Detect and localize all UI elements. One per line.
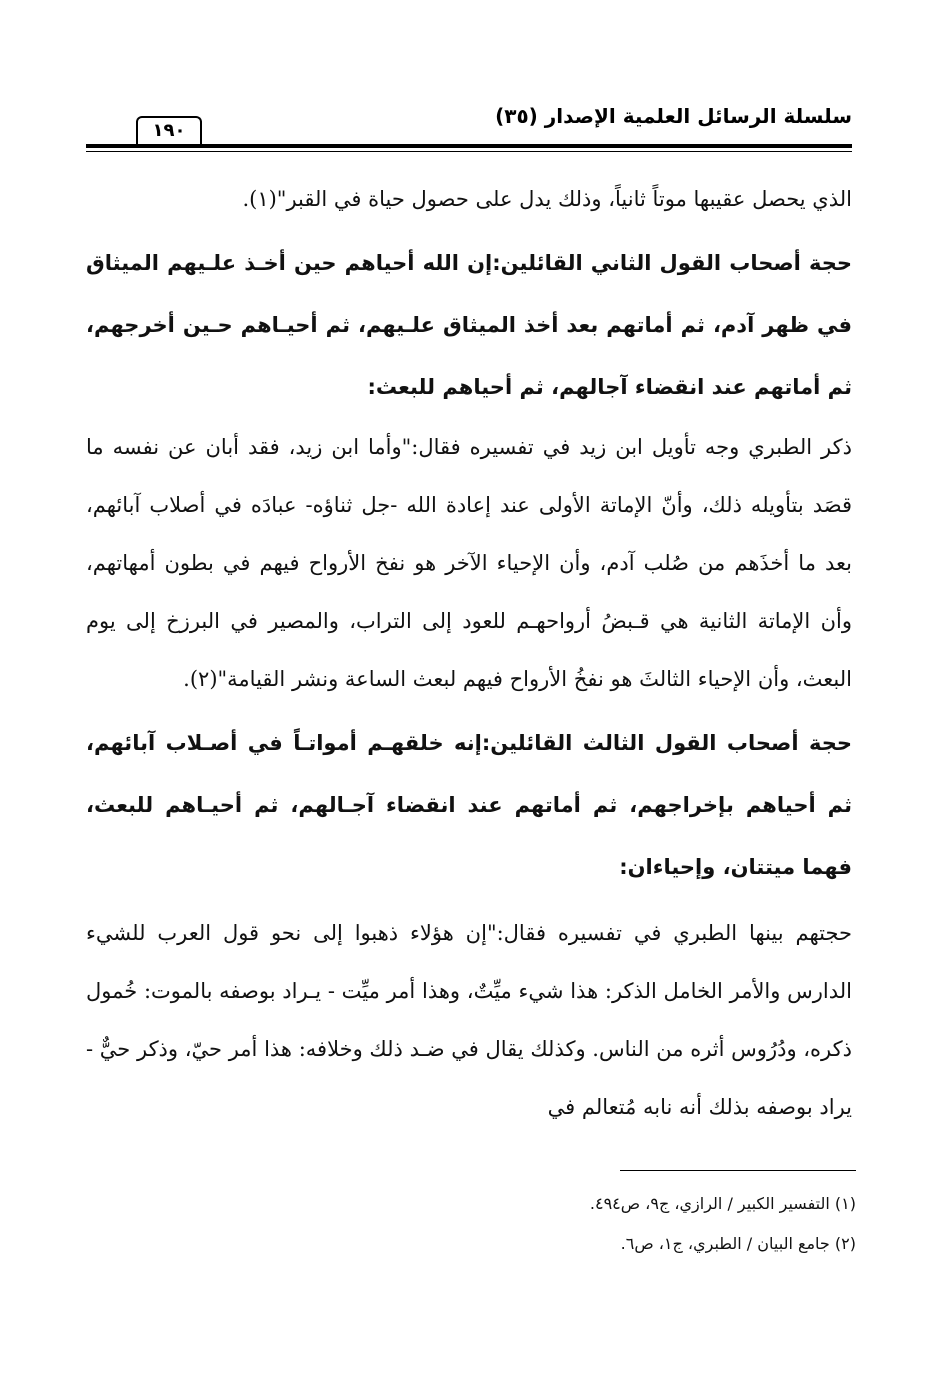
footnote-separator xyxy=(620,1170,856,1171)
paragraph-third-opinion-argument: حجتهم بينها الطبري في تفسيره فقال:"إن هؤلاء ذهبوا إلى نحو قول العرب للشيء الدارس والأمر الخامل الذكر: هذا شيء ميِّتٌ، وهذا أمر ميِّت - يـراد بوصفه بالموت: خُمول ذكره، ودُرُوس أثره من الناس. وكذلك يقال في ضـد ذلك وخلافه: هذا أمر حيّ، وذكر حيٌّ - يراد بوصفه بذلك أنه نابه مُتعالم في xyxy=(86,921,852,1119)
paragraph-tabari-ibn-zayd: ذكر الطبري وجه تأويل ابن زيد في تفسيره فقال:"وأما ابن زيد، فقد أبان عن نفسه ما قصَد بتأويله ذلك، وأنّ الإماتة الأولى عند إعادة الله -جل ثناؤه- عبادَه في أصلاب آبائهم، بعد ما أخذَهم من صُلب آدم، وأن الإحياء الآخر هو نفخ الأرواح فيهم في بطون أمهاتهم، وأن الإماتة الثانية هي قـبضُ أرواحهـم للعود إلى التراب، والمصير في البرزخ إلى يوم البعث، وأن الإحياء الثالثَ هو نفخُ الأرواح فيهم لبعث الساعة ونشر القيامة"(٢). xyxy=(86,435,852,691)
header-rule-thin xyxy=(86,151,852,152)
footnote-2: (٢) جامع البيان / الطبري، ج١، ص٦. xyxy=(620,1234,856,1253)
footnote-1: (١) التفسير الكبير / الرازي، ج٩، ص٤٩٤. xyxy=(589,1194,856,1213)
header-rule xyxy=(86,144,852,148)
section-heading-third-opinion: حجة أصحاب القول الثالث القائلين:إنه خلقهـم أمواتـاً في أصـلاب آبائهم، ثم أحياهم بإخراجهم، ثم أماتهم عند انقضاء آجـالهم، ثم أحيـاهم للبعث، فهما ميتتان، وإحياءان: xyxy=(86,731,852,879)
page-body xyxy=(86,170,852,1136)
page-number: ١٩٠ xyxy=(136,116,202,146)
section-heading-second-opinion: حجة أصحاب القول الثاني القائلين:إن الله أحياهم حين أخـذ علـيهم الميثاق في ظهر آدم، ثم أماتهم بعد أخذ الميثاق علـيهم، ثم أحيـاهم حـين أخرجهم، ثم أماتهم عند انقضاء آجالهم، ثم أحياهم للبعث: xyxy=(86,251,852,399)
series-title: سلسلة الرسائل العلمية الإصدار (٣٥) xyxy=(495,104,852,128)
footnotes xyxy=(176,1184,856,1264)
paragraph-continuation: الذي يحصل عقيبها موتاً ثانياً، وذلك يدل على حصول حياة في القبر"(١). xyxy=(242,187,852,211)
page-header xyxy=(86,96,852,156)
